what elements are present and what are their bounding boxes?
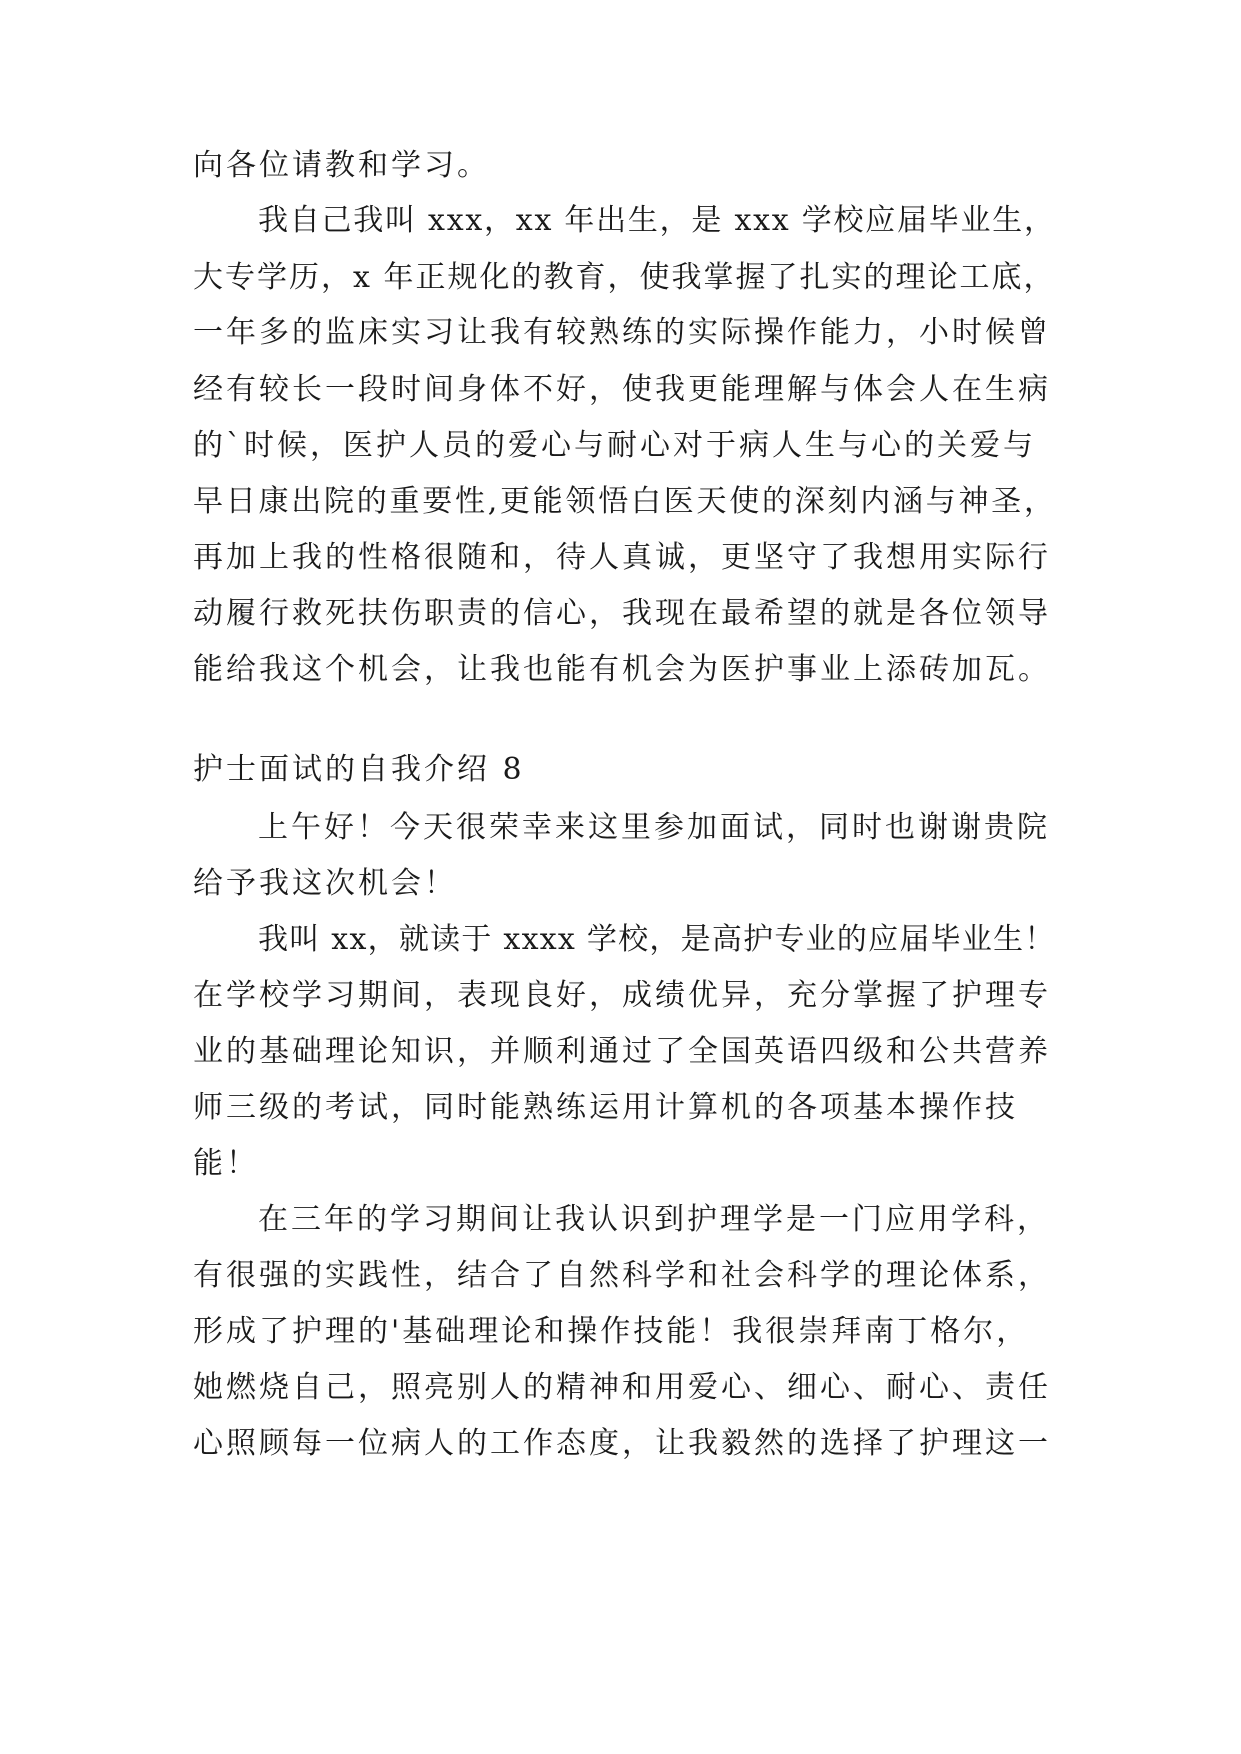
text-line: 心照顾每一位病人的工作态度，让我毅然的选择了护理这一 [193, 1426, 1051, 1461]
text-line: 大专学历，x 年正规化的教育，使我掌握了扎实的理论工底， [193, 260, 1056, 295]
text-line: 形成了护理的'基础理论和操作技能！我很崇拜南丁格尔， [193, 1314, 1030, 1349]
text-line: 能！ [193, 1146, 259, 1181]
text-line: 我自己我叫 xxx，xx 年出生，是 xxx 学校应届毕业生， [258, 203, 1056, 238]
text-line: 在学校学习期间，表现良好，成绩优异，充分掌握了护理专 [193, 978, 1051, 1013]
text-line: 向各位请教和学习。 [193, 148, 490, 183]
text-line: 动履行救死扶伤职责的信心，我现在最希望的就是各位领导 [193, 596, 1051, 631]
text-line: 我叫 xx，就读于 xxxx 学校，是高护专业的应届毕业生！ [258, 922, 1056, 957]
text-line: 一年多的监床实习让我有较熟练的实际操作能力，小时候曾 [193, 315, 1051, 350]
text-line: 给予我这次机会！ [193, 866, 457, 901]
text-line: 她燃烧自己，照亮别人的精神和用爱心、细心、耐心、责任 [193, 1370, 1051, 1405]
text-line: 在三年的学习期间让我认识到护理学是一门应用学科， [258, 1202, 1050, 1237]
text-line: 经有较长一段时间身体不好，使我更能理解与体会人在生病 [193, 372, 1051, 407]
text-line: 业的基础理论知识，并顺利通过了全国英语四级和公共营养 [193, 1034, 1051, 1069]
text-line: 的`时候，医护人员的爱心与耐心对于病人生与心的关爱与 [193, 428, 1036, 463]
text-line: 再加上我的性格很随和，待人真诚，更坚守了我想用实际行 [193, 540, 1051, 575]
text-line: 有很强的实践性，结合了自然科学和社会科学的理论体系， [193, 1258, 1051, 1293]
section-heading: 护士面试的自我介绍 8 [193, 752, 525, 787]
text-line: 早日康出院的重要性,更能领悟白医天使的深刻内涵与神圣， [193, 484, 1057, 519]
text-line: 上午好！今天很荣幸来这里参加面试，同时也谢谢贵院 [258, 810, 1050, 845]
text-line: 能给我这个机会，让我也能有机会为医护事业上添砖加瓦。 [193, 652, 1051, 687]
text-line: 师三级的考试，同时能熟练运用计算机的各项基本操作技 [193, 1090, 1018, 1125]
